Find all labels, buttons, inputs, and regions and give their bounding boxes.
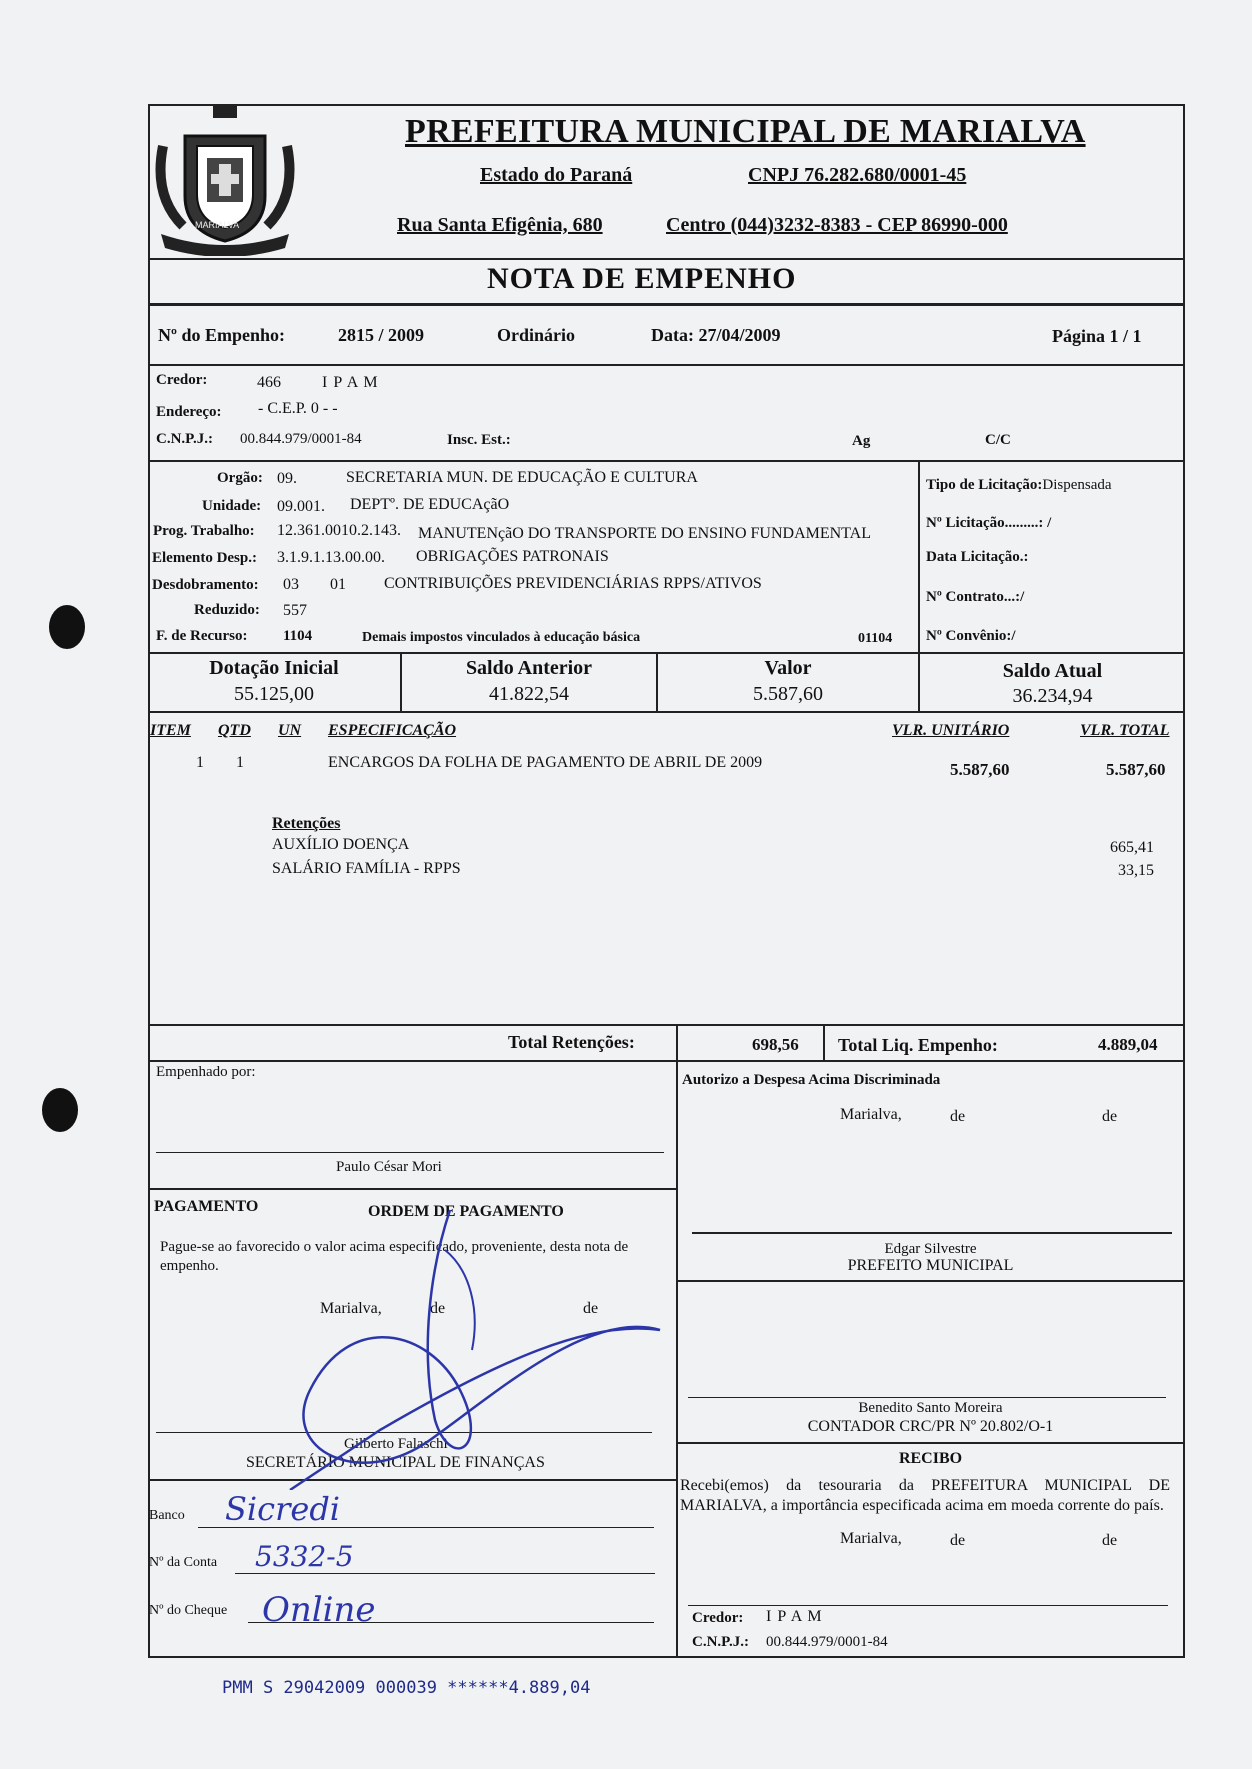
recibo-credor-label: Credor:: [692, 1610, 744, 1626]
col-vlr-unitario: VLR. UNITÁRIO: [892, 722, 1010, 739]
signature-line: [692, 1232, 1172, 1234]
insc-label: Insc. Est.:: [447, 432, 511, 448]
empenho-page: Página 1 / 1: [1052, 326, 1142, 346]
divider: [148, 1060, 1185, 1062]
row-especificacao: ENCARGOS DA FOLHA DE PAGAMENTO DE ABRIL DE 2009: [328, 754, 763, 771]
secretario-title: SECRETÁRIO MUNICIPAL DE FINANÇAS: [246, 1454, 545, 1471]
col-vlr-total: VLR. TOTAL: [1080, 722, 1170, 739]
col-item: ITEM: [150, 722, 191, 739]
recibo-cnpj-value: 00.844.979/0001-84: [766, 1634, 888, 1650]
ag-label: Ag: [852, 433, 871, 449]
retencao-value: 33,15: [1118, 862, 1154, 879]
row-qtd: 1: [236, 754, 244, 771]
recibo-credor-name: I P A M: [766, 1608, 823, 1625]
divider: [676, 1442, 1185, 1444]
punch-hole-upper: [49, 605, 85, 649]
recibo-text: Recebi(emos) da tesouraria da PREFEITURA MUNICIPAL DE MARIALVA, a importância especificada acima em moeda corrente do país.: [680, 1477, 1170, 1514]
autorizo-label: Autorizo a Despesa Acima Discriminada: [682, 1072, 941, 1088]
banco-handwritten: Sicredi: [225, 1490, 341, 1528]
empenho-number-value: 2815 / 2009: [338, 325, 425, 345]
desdobramento-label: Desdobramento:: [152, 577, 259, 593]
credor-name: I P A M: [322, 374, 379, 391]
retencao-value: 665,41: [1110, 839, 1154, 856]
desdobramento-code1: 03: [283, 576, 299, 593]
recibo-de: de: [950, 1532, 966, 1549]
contador-title: CONTADOR CRC/PR Nº 20.802/O-1: [807, 1418, 1054, 1435]
recibo-city: Marialva,: [840, 1530, 902, 1547]
unidade-desc: DEPTº. DE EDUCAçãO: [350, 496, 510, 513]
endereco-value: - C.E.P. 0 - -: [258, 400, 338, 417]
pagamento-de: de: [583, 1300, 599, 1317]
retencao-label: SALÁRIO FAMÍLIA - RPPS: [272, 860, 461, 877]
retencoes-title: Retenções: [272, 815, 341, 832]
desdobramento-code2: 01: [330, 576, 346, 593]
contrato-number: Nº Contrato...:/: [926, 589, 1025, 605]
signature-line: [688, 1605, 1168, 1606]
desdobramento-desc: CONTRIBUIÇÕES PREVIDENCIÁRIAS RPPS/ATIVOS: [384, 575, 762, 592]
header-state: Estado do Paraná: [480, 164, 633, 186]
unidade-label: Unidade:: [202, 498, 262, 514]
cnpj-label: C.N.P.J.:: [156, 431, 213, 447]
recibo-cnpj-label: C.N.P.J.:: [692, 1634, 749, 1650]
divider: [148, 460, 1185, 462]
col-especificacao: ESPECIFICAÇÃO: [328, 722, 457, 739]
signature-line: [156, 1152, 664, 1153]
elemento-desc: OBRIGAÇÕES PATRONAIS: [416, 548, 609, 565]
recurso-label: F. de Recurso:: [156, 628, 248, 644]
pagamento-label: PAGAMENTO: [154, 1198, 259, 1215]
col-qtd: QTD: [218, 722, 251, 739]
cc-label: C/C: [985, 432, 1011, 448]
recurso-code2: 01104: [858, 631, 893, 646]
cheque-handwritten: Online: [262, 1590, 376, 1630]
prog-desc: MANUTENçãO DO TRANSPORTE DO ENSINO FUNDAMENTAL: [418, 525, 871, 542]
ordem-pagamento-label: ORDEM DE PAGAMENTO: [368, 1203, 564, 1220]
divider: [148, 303, 1185, 306]
signature-line: [688, 1397, 1166, 1398]
retencao-label: AUXÍLIO DOENÇA: [272, 836, 410, 853]
prog-label: Prog. Trabalho:: [153, 523, 255, 539]
input-line: [235, 1573, 655, 1574]
prog-code: 12.361.0010.2.143.: [277, 522, 401, 539]
saldo-atual-label: Saldo Atual: [1002, 660, 1103, 682]
recurso-desc: Demais impostos vinculados à educação básica: [362, 630, 641, 645]
divider: [148, 1024, 1185, 1026]
recibo-label: RECIBO: [898, 1450, 963, 1467]
autorizo-de: de: [1102, 1108, 1118, 1125]
row-vlr-unitario: 5.587,60: [950, 760, 1010, 779]
header-contact: Centro (044)3232-8383 - CEP 86990-000: [666, 214, 1008, 236]
licitacao-data: Data Licitação.:: [926, 549, 1029, 565]
orgao-label: Orgão:: [217, 470, 263, 486]
total-retencoes-label: Total Retenções:: [508, 1032, 635, 1052]
saldo-anterior-label: Saldo Anterior: [465, 657, 593, 679]
conta-label: Nº da Conta: [149, 1555, 218, 1570]
banco-label: Banco: [149, 1508, 185, 1523]
crest-logo: [155, 106, 295, 256]
divider: [823, 1024, 825, 1062]
orgao-desc: SECRETARIA MUN. DE EDUCAÇÃO E CULTURA: [346, 469, 698, 486]
recibo-de: de: [1102, 1532, 1118, 1549]
secretario-name: Gilberto Falaschi: [344, 1436, 448, 1452]
divider: [148, 652, 1185, 654]
credor-label: Credor:: [156, 372, 208, 388]
divider: [676, 1024, 678, 1062]
header-cnpj: CNPJ 76.282.680/0001-45: [748, 164, 967, 186]
licitacao-number: Nº Licitação.........: /: [926, 515, 1052, 531]
footer-stamp: PMM S 29042009 000039 ******4.889,04: [222, 1678, 591, 1698]
divider: [148, 258, 1185, 260]
empenho-number-label: Nº do Empenho:: [158, 325, 285, 345]
signature-scribble: [260, 1190, 680, 1490]
cnpj-value: 00.844.979/0001-84: [240, 431, 362, 447]
prefeito-title: PREFEITO MUNICIPAL: [847, 1257, 1014, 1274]
recurso-code: 1104: [283, 628, 313, 644]
reduzido-label: Reduzido:: [194, 602, 260, 618]
divider: [676, 1280, 1185, 1282]
orgao-code: 09.: [277, 470, 297, 487]
pague-text: Pague-se ao favorecido o valor acima especificado, proveniente, desta nota de empenho.: [160, 1239, 629, 1274]
doc-title: NOTA DE EMPENHO: [487, 262, 797, 295]
conta-handwritten: 5332-5: [255, 1540, 354, 1573]
header-street: Rua Santa Efigênia, 680: [397, 214, 603, 236]
total-liquido-label: Total Liq. Empenho:: [838, 1035, 998, 1055]
divider: [148, 711, 1185, 713]
empenho-date: Data: 27/04/2009: [651, 325, 781, 345]
pagamento-de: de: [430, 1300, 446, 1317]
valor-value: 5.587,60: [753, 683, 823, 705]
total-retencoes-value: 698,56: [752, 1035, 799, 1054]
contador-name: Benedito Santo Moreira: [858, 1400, 1003, 1416]
row-item: 1: [196, 754, 204, 771]
autorizo-de: de: [950, 1108, 966, 1125]
valor-label: Valor: [764, 657, 812, 679]
divider: [148, 364, 1185, 366]
convenio-number: Nº Convênio:/: [926, 628, 1016, 644]
crest-ribbon-text: MARIALVA: [195, 220, 240, 230]
endereco-label: Endereço:: [156, 404, 222, 420]
licitacao-tipo: Tipo de Licitação:Dispensada: [926, 477, 1112, 493]
autorizo-city: Marialva,: [840, 1106, 902, 1123]
total-liquido-value: 4.889,04: [1098, 1035, 1158, 1054]
unidade-code: 09.001.: [277, 498, 325, 515]
elemento-label: Elemento Desp.:: [152, 550, 257, 566]
saldo-anterior-value: 41.822,54: [489, 683, 569, 705]
empenhado-name: Paulo César Mori: [336, 1159, 442, 1175]
empenhado-label: Empenhado por:: [156, 1064, 256, 1080]
elemento-code: 3.1.9.1.13.00.00.: [277, 549, 385, 566]
saldo-atual-value: 36.234,94: [1012, 685, 1093, 707]
header-title: PREFEITURA MUNICIPAL DE MARIALVA: [405, 113, 1086, 150]
punch-hole-lower: [42, 1088, 78, 1132]
divider: [918, 460, 920, 653]
reduzido-value: 557: [283, 602, 307, 619]
prefeito-name: Edgar Silvestre: [884, 1241, 977, 1257]
dotacao-value: 55.125,00: [234, 683, 314, 705]
credor-code: 466: [257, 374, 281, 391]
dotacao-label: Dotação Inicial: [209, 657, 339, 679]
cheque-label: Nº do Cheque: [149, 1603, 228, 1618]
col-un: UN: [278, 722, 302, 739]
pagamento-city: Marialva,: [320, 1300, 382, 1317]
row-vlr-total: 5.587,60: [1106, 760, 1166, 779]
empenho-type: Ordinário: [497, 325, 576, 345]
